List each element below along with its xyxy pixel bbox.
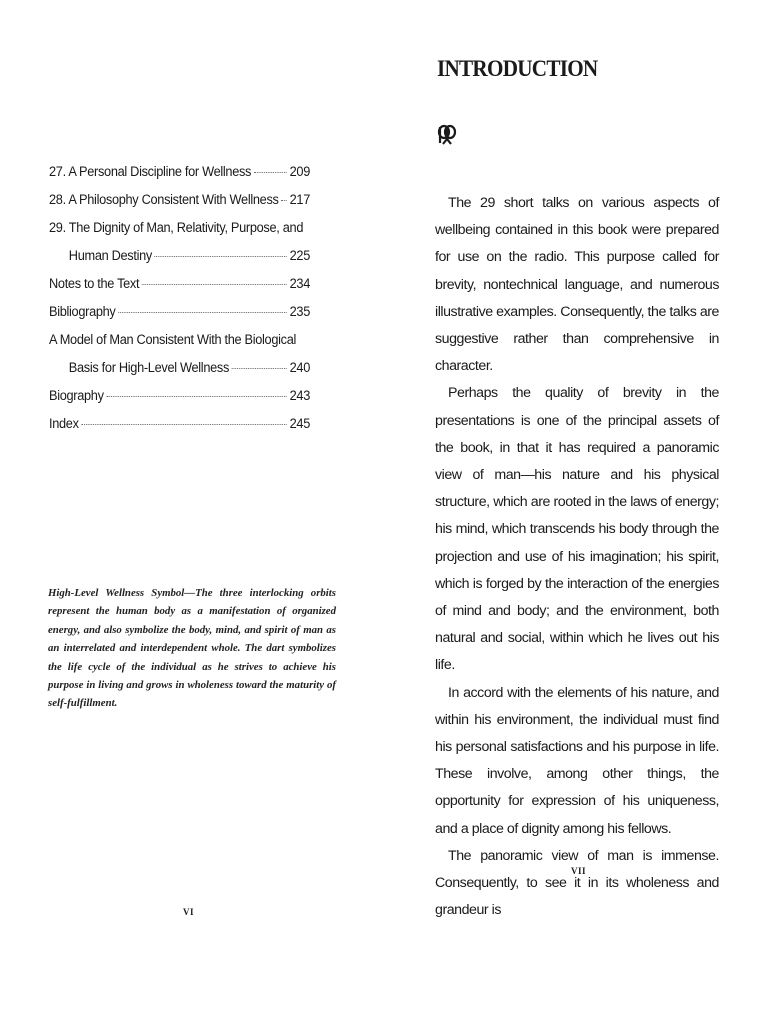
dot-leader: [281, 200, 287, 201]
toc-title: Biography: [49, 388, 104, 404]
toc-page-number: 245: [289, 416, 310, 432]
body-paragraph: Perhaps the quality of brevity in the presentations is one of the principal assets of the book, in that it has required a panoramic view of man—his nature and his physical structure, which are rooted in the laws of energy; his mind, which transcends his body through the projection and use of his imagination; his spirit, which is forged by the interaction of the energies of mind and body; and the environment, both natural and social, within which he lives out his life.: [435, 385, 719, 674]
toc-title: 28. A Philosophy Consistent With Wellness: [49, 192, 279, 208]
toc-page-number: 243: [289, 388, 310, 404]
toc-entry: [49, 270, 310, 298]
dot-leader: [142, 284, 287, 285]
toc-line: [49, 354, 310, 382]
toc-page-number: 217: [289, 192, 310, 208]
toc-title: 27. A Personal Discipline for Wellness: [49, 164, 252, 180]
toc-title: A Model of Man Consistent With the Biological: [49, 332, 297, 348]
toc-line: [49, 410, 310, 438]
toc-title: Index: [49, 416, 79, 432]
toc-page-number: 240: [289, 360, 310, 376]
toc-page-number: 234: [289, 276, 310, 292]
toc-title: Notes to the Text: [49, 276, 140, 292]
toc-title: 29. The Dignity of Man, Relativity, Purpose, and: [49, 220, 304, 236]
dot-leader: [232, 368, 287, 369]
toc-page-number: 225: [289, 248, 310, 264]
toc-page-number: 235: [289, 304, 310, 320]
chapter-heading: INTRODUCTION: [437, 56, 598, 81]
dot-leader: [106, 396, 287, 397]
toc-entry: [49, 382, 310, 410]
toc-title: Human Destiny: [68, 248, 152, 264]
toc-line: [49, 382, 310, 410]
toc-entry: [49, 158, 310, 186]
toc-line: [49, 214, 310, 242]
toc-line: [49, 298, 310, 326]
page-number-right: VII: [571, 866, 587, 876]
toc-title: Basis for High-Level Wellness: [68, 360, 230, 376]
dot-leader: [81, 424, 287, 425]
table-of-contents: [49, 158, 310, 438]
wellness-symbol-icon: [436, 123, 458, 145]
body-paragraph: In accord with the elements of his nature, and within his environment, the individual must find his personal satisfactions and his purpose in life. These involve, among other things, the opportunity for expression of his uniqueness, and a place of dignity among his fellows.: [435, 684, 719, 837]
toc-line: [49, 326, 310, 354]
dot-leader: [254, 172, 287, 173]
toc-line: [49, 158, 310, 186]
symbol-caption: High-Level Wellness Symbol—The three interlocking orbits represent the human body as a manifestation of organized energy, and also symbolize the body, mind, and spirit of man as an interrelated and interdependent whole. The dart symbolizes the life cycle of the individual as he strives to achieve his purpose in living and grows in wholeness toward the maturity of self-fulfillment.: [48, 587, 336, 710]
toc-entry: [49, 298, 310, 326]
toc-title: Bibliography: [49, 304, 116, 320]
body-paragraph: The panoramic view of man is immense. Consequently, to see it in its wholeness and grandeur is: [435, 847, 719, 919]
toc-entry: [49, 186, 310, 214]
toc-line: [49, 186, 310, 214]
toc-entry: [49, 214, 310, 270]
toc-entry: [49, 410, 310, 438]
toc-page-number: 209: [289, 164, 310, 180]
toc-line: [49, 242, 310, 270]
dot-leader: [155, 256, 287, 257]
body-paragraph: The 29 short talks on various aspects of wellbeing contained in this book were prepared for use on the radio. This purpose called for brevity, nontechnical language, and numerous illustrative examples. Consequently, the talks are suggestive rather than comprehensive in character.: [435, 195, 719, 375]
toc-line: [49, 270, 310, 298]
dot-leader: [118, 312, 287, 313]
toc-entry: [49, 326, 310, 382]
page-number-left: VI: [183, 907, 195, 917]
introduction-body: [435, 190, 719, 924]
